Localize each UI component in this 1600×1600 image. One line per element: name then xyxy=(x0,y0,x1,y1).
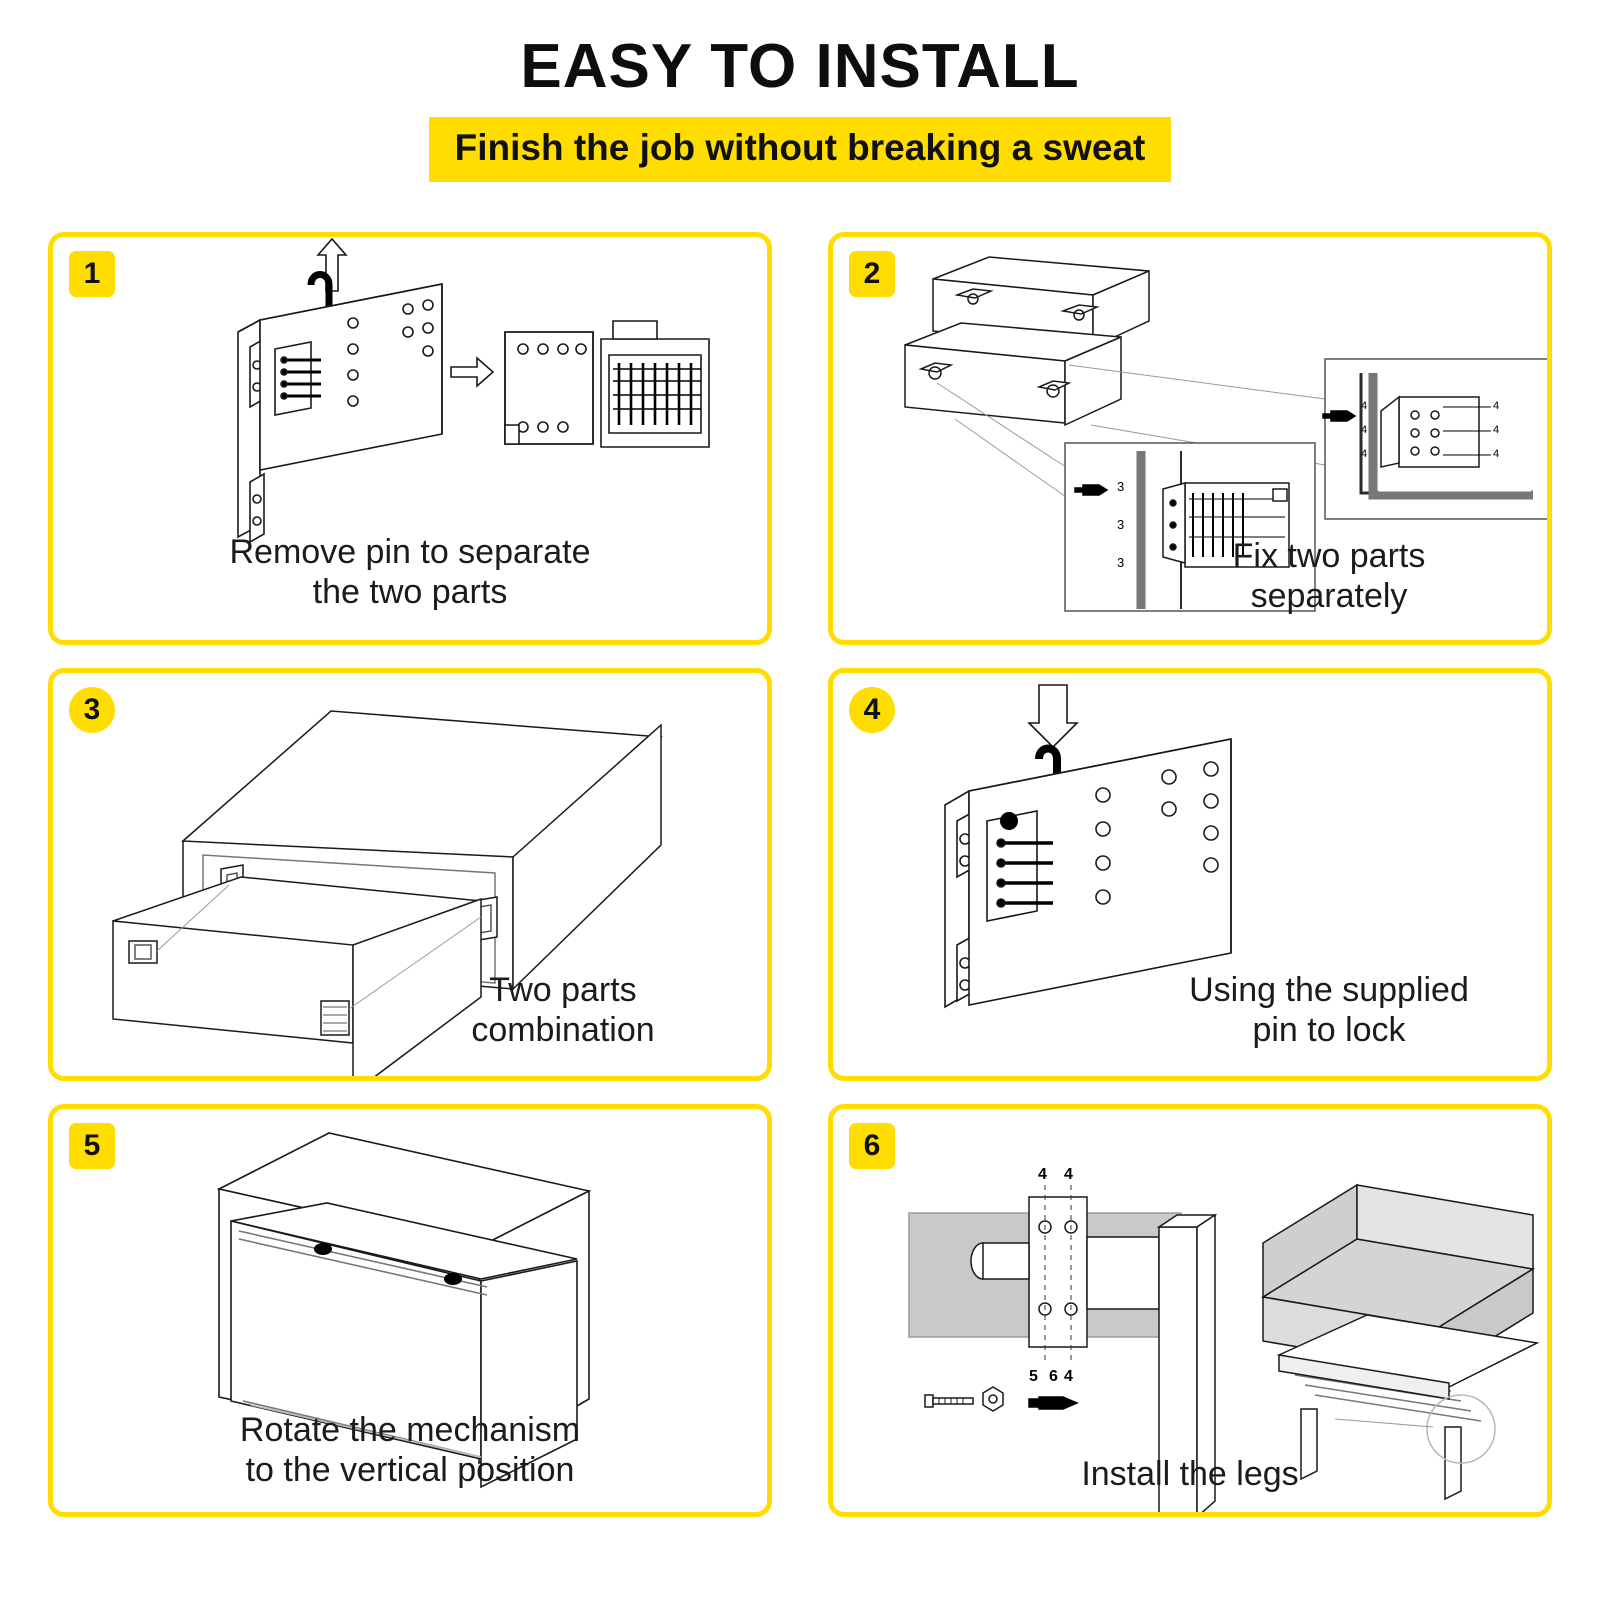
step-6-caption xyxy=(833,1454,1547,1494)
step-6-illustration xyxy=(833,1109,1547,1512)
label-3: 3 xyxy=(1117,479,1125,494)
step-4-caption xyxy=(1129,970,1529,1050)
step-1-caption-line1: Remove pin to separate xyxy=(229,532,591,571)
step-1-caption-line2: the two parts xyxy=(312,572,508,611)
label-4: 4 xyxy=(1064,1166,1073,1183)
step-card-4 xyxy=(828,668,1552,1081)
label-4: 4 xyxy=(1361,424,1368,436)
step-card-1 xyxy=(48,232,772,645)
step-card-6 xyxy=(828,1104,1552,1517)
step-1-caption xyxy=(93,532,727,612)
step-3-caption-line1: Two parts xyxy=(489,970,637,1009)
subtitle: Finish the job without breaking a sweat xyxy=(429,117,1172,182)
label-4: 4 xyxy=(1493,424,1500,436)
step-number-4: 4 xyxy=(849,687,895,733)
steps-grid xyxy=(48,232,1552,1517)
label-4: 4 xyxy=(1064,1368,1073,1385)
step-card-2 xyxy=(828,232,1552,645)
step-card-5 xyxy=(48,1104,772,1517)
label-5: 5 xyxy=(1029,1368,1038,1385)
step-4-caption-line1: Using the supplied xyxy=(1189,970,1469,1009)
step-6-caption-line1: Install the legs xyxy=(1081,1454,1299,1493)
step-5-caption xyxy=(83,1410,737,1490)
page-title: EASY TO INSTALL xyxy=(520,32,1080,101)
step-2-caption-line1: Fix two parts xyxy=(1232,536,1426,575)
step-5-caption-line2: to the vertical position xyxy=(245,1450,575,1489)
step-card-3 xyxy=(48,668,772,1081)
step-number-1: 1 xyxy=(69,251,115,297)
step-2-caption xyxy=(1139,536,1519,616)
step-number-5: 5 xyxy=(69,1123,115,1169)
subtitle-container xyxy=(0,117,1600,182)
label-4: 4 xyxy=(1038,1166,1047,1183)
step-number-3: 3 xyxy=(69,687,115,733)
step-3-caption-line2: combination xyxy=(471,1010,655,1049)
step-2-caption-line2: separately xyxy=(1250,576,1408,615)
label-4: 4 xyxy=(1361,448,1368,460)
step-3-caption xyxy=(383,970,743,1050)
label-6: 6 xyxy=(1049,1368,1058,1385)
label-4: 4 xyxy=(1493,400,1500,412)
step-number-2: 2 xyxy=(849,251,895,297)
step-number-6: 6 xyxy=(849,1123,895,1169)
label-4: 4 xyxy=(1493,448,1500,460)
header xyxy=(0,0,1600,182)
step-5-caption-line1: Rotate the mechanism xyxy=(239,1410,581,1449)
label-4: 4 xyxy=(1361,400,1368,412)
label-3: 3 xyxy=(1117,517,1125,532)
step-4-caption-line2: pin to lock xyxy=(1252,1010,1406,1049)
label-3: 3 xyxy=(1117,555,1125,570)
